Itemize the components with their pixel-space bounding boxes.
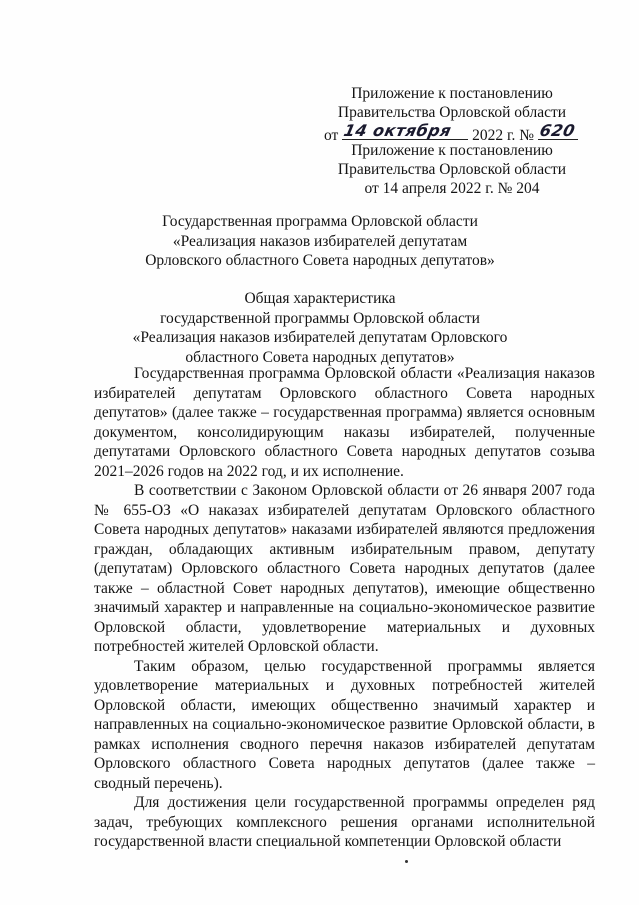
paragraph: Для достижения цели государственной программы определен ряд задач, требующих комплексного решения органами исполнительной государственной власти специальной компетенции Орловской области [94,794,595,850]
program-title-line-1: Государственная программа Орловской области [162,213,478,230]
handwritten-number: 620 [537,121,577,140]
date-year: 2022 г. № [472,127,535,144]
program-title-line-3: Орловского областного Совета народных депутатов» [145,252,495,269]
section-title [120,289,520,367]
attachment-header-current [322,84,582,145]
section-title-line-1: Общая характеристика [244,290,396,307]
date-prefix: от [324,127,339,144]
previous-attachment-line-3: от 14 апреля 2022 г. № 204 [364,180,540,197]
scan-speck [405,860,408,863]
section-title-line-2: государственной программы Орловской области [160,309,480,327]
section-title-line-3: «Реализация наказов избирателей депутатам Орловского [132,329,508,346]
handwritten-date: 14 октября [342,121,454,140]
date-fill-line [342,122,468,140]
previous-attachment-line-2: Правительства Орловской области [337,161,567,178]
attachment-line-2: Правительства Орловской области [337,104,567,121]
paragraph: Таким образом, целью государственной программы является удовлетворение материальных и духовных потребностей жителей Орловской области, имеющих общественно значимый характер и направленных на социально-экономическое развитие Орловской области, в рамках исполнения сводного перечня наказов избирателей депутатам Орловского областного Совета народных депутатов (далее также – сводный перечень). [94,657,595,792]
attachment-header-previous [322,141,582,198]
program-title [120,212,520,271]
program-title-line-2: «Реализация наказов избирателей депутатам [172,232,468,250]
previous-attachment-line-1: Приложение к постановлению [351,142,553,159]
section-title-line-4: областного Совета народных депутатов» [185,348,455,366]
attachment-line-1: Приложение к постановлению [351,85,553,102]
paragraph: В соответствии с Законом Орловской области от 26 января 2007 года № 655-ОЗ «О наказах избирателей депутатам Орловского областного Совета народных депутатов» наказами избирателей являются предложения граждан, обладающих активным избирательным правом, депутату (депутатам) Орловского областного Совета народных депутатов (далее также – областной Совет народных депутатов), имеющие общественно значимый характер и направленные на социально-экономическое развитие Орловской области, удовлетворение материальных и духовных потребностей жителей Орловской области. [94,482,595,655]
paragraph: Государственная программа Орловской области «Реализация наказов избирателей депутатам Орловского областного Совета народных депутатов» (далее также – государственная программа) является основным документом, консолидирующим наказы избирателей, полученные депутатами Орловского областного Совета народных депутатов созыва 2021–2026 годов на 2022 год, и их исполнение. [94,365,595,480]
number-fill-line [538,122,578,140]
document-body [94,364,595,852]
